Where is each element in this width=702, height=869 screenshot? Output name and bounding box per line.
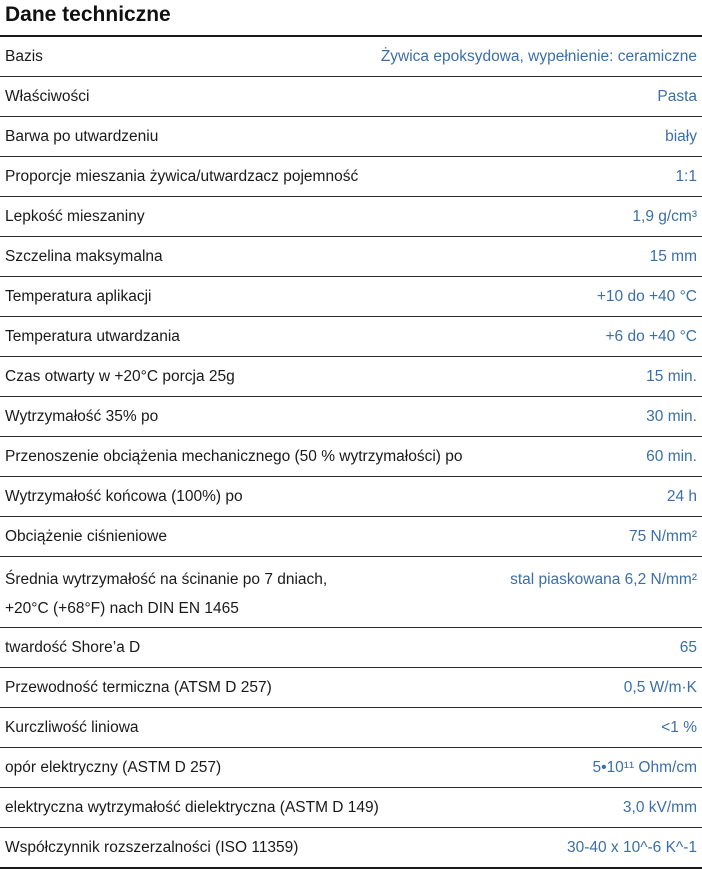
row-label: Bazis [5,48,43,65]
table-row [0,37,702,77]
table-row [0,437,702,477]
row-label: Temperatura utwardzania [5,328,180,345]
table-row [0,557,702,628]
table-row [0,828,702,869]
page-title: Dane techniczne [5,3,171,26]
row-label: Średnia wytrzymałość na ścinanie po 7 dniach, +20°C (+68°F) nach DIN EN 1465 [5,571,328,617]
table-row [0,157,702,197]
row-label: Obciążenie ciśnieniowe [5,528,167,545]
row-value: 15 min. [646,368,697,385]
row-value: 1:1 [675,168,697,185]
row-value: biały [665,128,697,145]
table-row [0,517,702,557]
row-label: Szczelina maksymalna [5,248,163,265]
row-value: 5•10¹¹ Ohm/cm [592,759,697,776]
table-row [0,77,702,117]
row-value: 60 min. [646,448,697,465]
table-row [0,237,702,277]
table-row [0,748,702,788]
row-value: Żywica epoksydowa, wypełnienie: ceramiczne [380,48,697,65]
table-row [0,117,702,157]
row-value: 30 min. [646,408,697,425]
row-label: Przenoszenie obciążenia mechanicznego (50 % wytrzymałości) po [5,448,463,465]
row-label: Temperatura aplikacji [5,288,152,305]
table-row [0,277,702,317]
row-value: +6 do +40 °C [605,328,697,345]
table-row [0,477,702,517]
table-row [0,628,702,668]
table-row [0,357,702,397]
row-value: +10 do +40 °C [596,288,697,305]
table-row [0,668,702,708]
row-value: 0,5 W/m·K [623,679,697,696]
row-value: 75 N/mm² [628,528,697,545]
row-label: Kurczliwość liniowa [5,719,139,736]
row-label: Przewodność termiczna (ATSM D 257) [5,679,272,696]
row-label: Wytrzymałość 35% po [5,408,159,425]
row-label: twardość Shore’a D [5,639,141,656]
row-label: Lepkość mieszaniny [5,208,145,225]
row-value: 15 mm [649,248,697,265]
row-value: Pasta [657,88,697,105]
row-value: 24 h [666,488,697,505]
row-label: Właściwości [5,88,90,105]
row-value: 3,0 kV/mm [622,799,697,816]
row-value: 65 [679,639,697,656]
row-label: Proporcje mieszania żywica/utwardzacz pojemność [5,168,359,185]
table-row [0,708,702,748]
table-row [0,788,702,828]
row-value: 30-40 x 10^-6 K^-1 [566,839,697,856]
technical-data-table [0,37,702,869]
table-row [0,397,702,437]
table-row [0,197,702,237]
table-row [0,317,702,357]
row-value: <1 % [661,719,697,736]
row-label: Wytrzymałość końcowa (100%) po [5,488,243,505]
row-value: 1,9 g/cm³ [632,208,697,225]
row-label: opór elektryczny (ASTM D 257) [5,759,222,776]
row-label: elektryczna wytrzymałość dielektryczna (ASTM D 149) [5,799,379,816]
row-label: Barwa po utwardzeniu [5,128,159,145]
row-label: Współczynnik rozszerzalności (ISO 11359) [5,839,299,856]
row-label: Czas otwarty w +20°C porcja 25g [5,368,235,385]
row-value: stal piaskowana 6,2 N/mm² [510,571,697,588]
